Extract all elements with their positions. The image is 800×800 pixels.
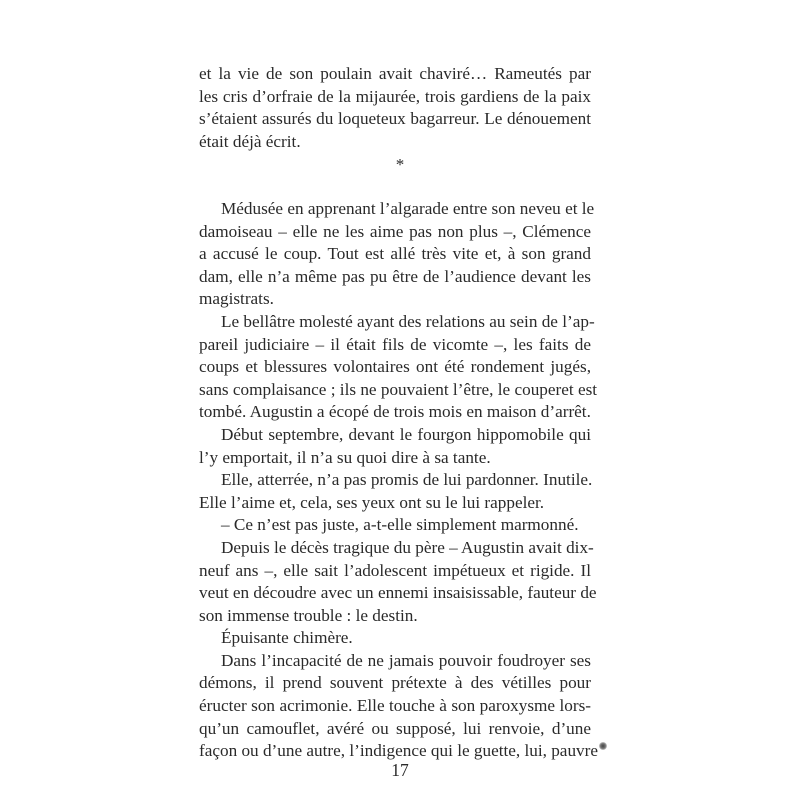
text-line: Épuisante chimère. [221, 628, 353, 648]
top-paragraph-block [199, 63, 591, 153]
dialogue-paragraph [199, 514, 591, 537]
text-line: les cris d’orfraie de la mijaurée, trois gardiens de la paix [199, 86, 591, 106]
ink-speck [599, 742, 607, 750]
paragraph [199, 424, 591, 469]
text-line: magistrats. [199, 289, 274, 309]
text-line: – Ce n’est pas juste, a-t-elle simplement marmonné. [221, 515, 579, 535]
paragraph [199, 650, 598, 763]
page-number: 17 [391, 760, 409, 780]
text-line: éructer son acrimonie. Elle touche à son paroxysme lors- [199, 696, 591, 716]
paragraph-continued [199, 63, 591, 153]
text-line: façon ou d’une autre, l’indigence qui le guette, lui, pauvre [199, 741, 598, 761]
text-line: a accusé le coup. Tout est allé très vite et, à son grand [199, 244, 591, 264]
paragraph [199, 198, 595, 311]
text-line: Médusée en apprenant l’algarade entre son neveu et le [221, 199, 595, 218]
text-line: damoiseau – elle ne les aime pas non plus –, Clémence [199, 221, 591, 241]
text-line: son immense trouble : le destin. [199, 605, 418, 625]
text-line: neuf ans –, elle sait l’adolescent impétueux et rigide. Il [199, 560, 591, 580]
text-line: démons, il prend souvent prétexte à des vétilles pour [199, 673, 591, 693]
text-line: Dans l’incapacité de ne jamais pouvoir foudroyer ses [221, 650, 591, 670]
paragraph [199, 311, 598, 424]
section-separator: * [395, 155, 405, 174]
text-line: qu’un camouflet, avéré ou supposé, lui renvoie, d’une [199, 718, 591, 738]
paragraph [199, 627, 591, 650]
paragraph [199, 537, 597, 627]
text-line: Depuis le décès tragique du père – Augustin avait dix- [221, 537, 594, 557]
text-line: l’y emportait, il n’a su quoi dire à sa tante. [199, 447, 491, 467]
text-line: pareil judiciaire – il était fils de vicomte –, les faits de [199, 334, 591, 354]
text-line: tombé. Augustin a écopé de trois mois en maison d’arrêt. [199, 402, 591, 422]
text-line: veut en découdre avec un ennemi insaisissable, fauteur de [199, 583, 597, 603]
body-text [199, 198, 598, 763]
text-line: Elle l’aime et, cela, ses yeux ont su le lui rappeler. [199, 492, 545, 512]
text-line: s’étaient assurés du loqueteux bagarreur. Le dénouement [199, 109, 591, 129]
text-line: et la vie de son poulain avait chaviré… Rameutés par [199, 64, 591, 83]
text-line: Elle, atterrée, n’a pas promis de lui pardonner. Inutile. [221, 470, 593, 490]
paragraph [199, 469, 591, 514]
text-line: Début septembre, devant le fourgon hippomobile qui [221, 424, 591, 444]
text-line: sans complaisance ; ils ne pouvaient l’être, le couperet est [199, 379, 598, 399]
text-line: dam, elle n’a même pas pu être de l’audience devant les [199, 266, 591, 286]
text-line: Le bellâtre molesté ayant des relations au sein de l’ap- [221, 311, 595, 331]
text-line: était déjà écrit. [199, 131, 301, 151]
text-line: coups et blessures volontaires ont été rondement jugés, [199, 357, 591, 377]
